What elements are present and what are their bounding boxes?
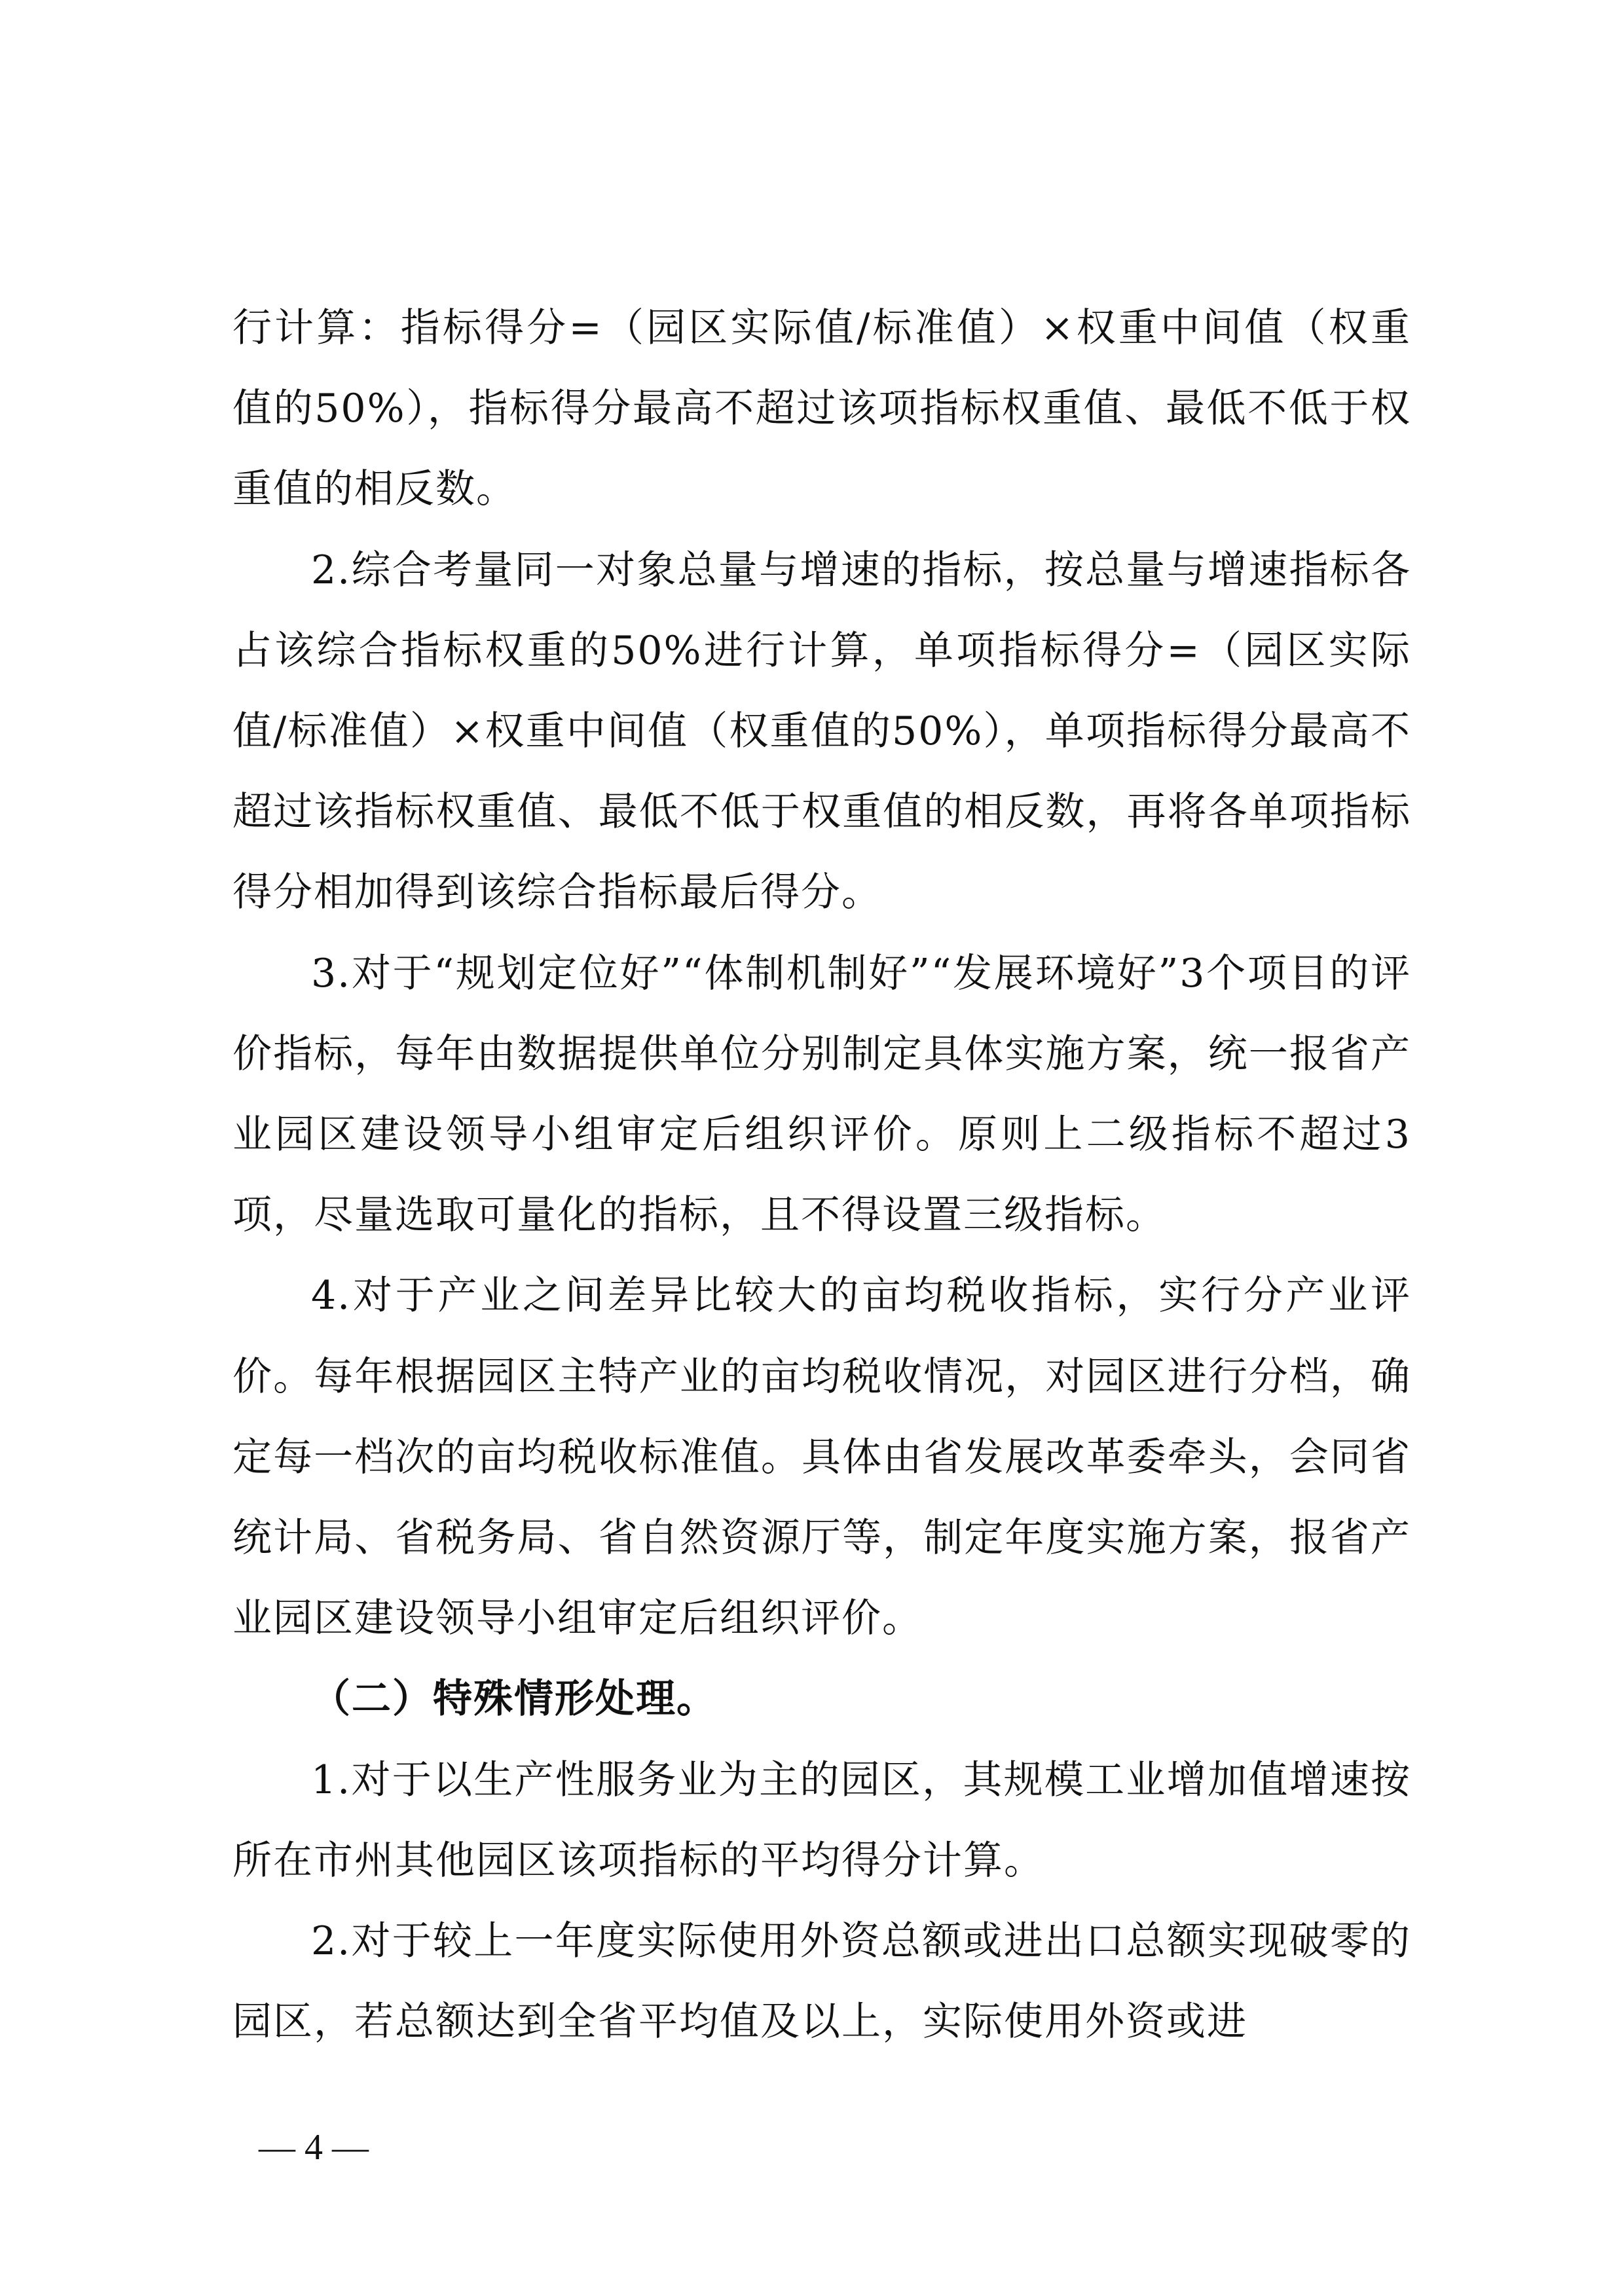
paragraph-item-4-tax-per-mu: 4.对于产业之间差异比较大的亩均税收指标，实行分产业评价。每年根据园区主特产业的亩均税收情况，对园区进行分档，确定每一档次的亩均税收标准值。具体由省发展改革委牵头，会同省统计局、省税务局、省自然资源厅等，制定年度实施方案，报省产业园区建设领导小组审定后组织评价。 — [232, 1273, 1411, 1642]
paragraph-item-3-evaluation-indicators: 3.对于“规划定位好”“体制机制好”“发展环境好”3个项目的评价指标，每年由数据提供单位分别制定具体实施方案，统一报省产业园区建设领导小组审定后组织评价。原则上二级指标不超过3项，尽量选取可量化的指标，且不得设置三级指标。 — [232, 950, 1411, 1239]
paragraph-special-case-1: 1.对于以生产性服务业为主的园区，其规模工业增加值增速按所在市州其他园区该项指标的平均得分计算。 — [232, 1757, 1411, 1884]
page-number: — 4 — — [259, 2127, 369, 2168]
paragraph-special-case-2: 2.对于较上一年度实际使用外资总额或进出口总额实现破零的园区，若总额达到全省平均值及以上，实际使用外资或进 — [232, 1918, 1411, 2045]
document-body — [232, 288, 1411, 2062]
paragraph-item-2-composite-indicator: 2.综合考量同一对象总量与增速的指标，按总量与增速指标各占该综合指标权重的50%进行计算，单项指标得分=（园区实际值/标准值）×权重中间值（权重值的50%），单项指标得分最高不超过该指标权重值、最低不低于权重值的相反数，再将各单项指标得分相加得到该综合指标最后得分。 — [232, 547, 1411, 916]
section-heading-special-cases: （二）特殊情形处理。 — [311, 1676, 717, 1722]
paragraph-formula-continuation: 行计算：指标得分=（园区实际值/标准值）×权重中间值（权重值的50%），指标得分最高不超过该项指标权重值、最低不低于权重值的相反数。 — [232, 305, 1411, 513]
